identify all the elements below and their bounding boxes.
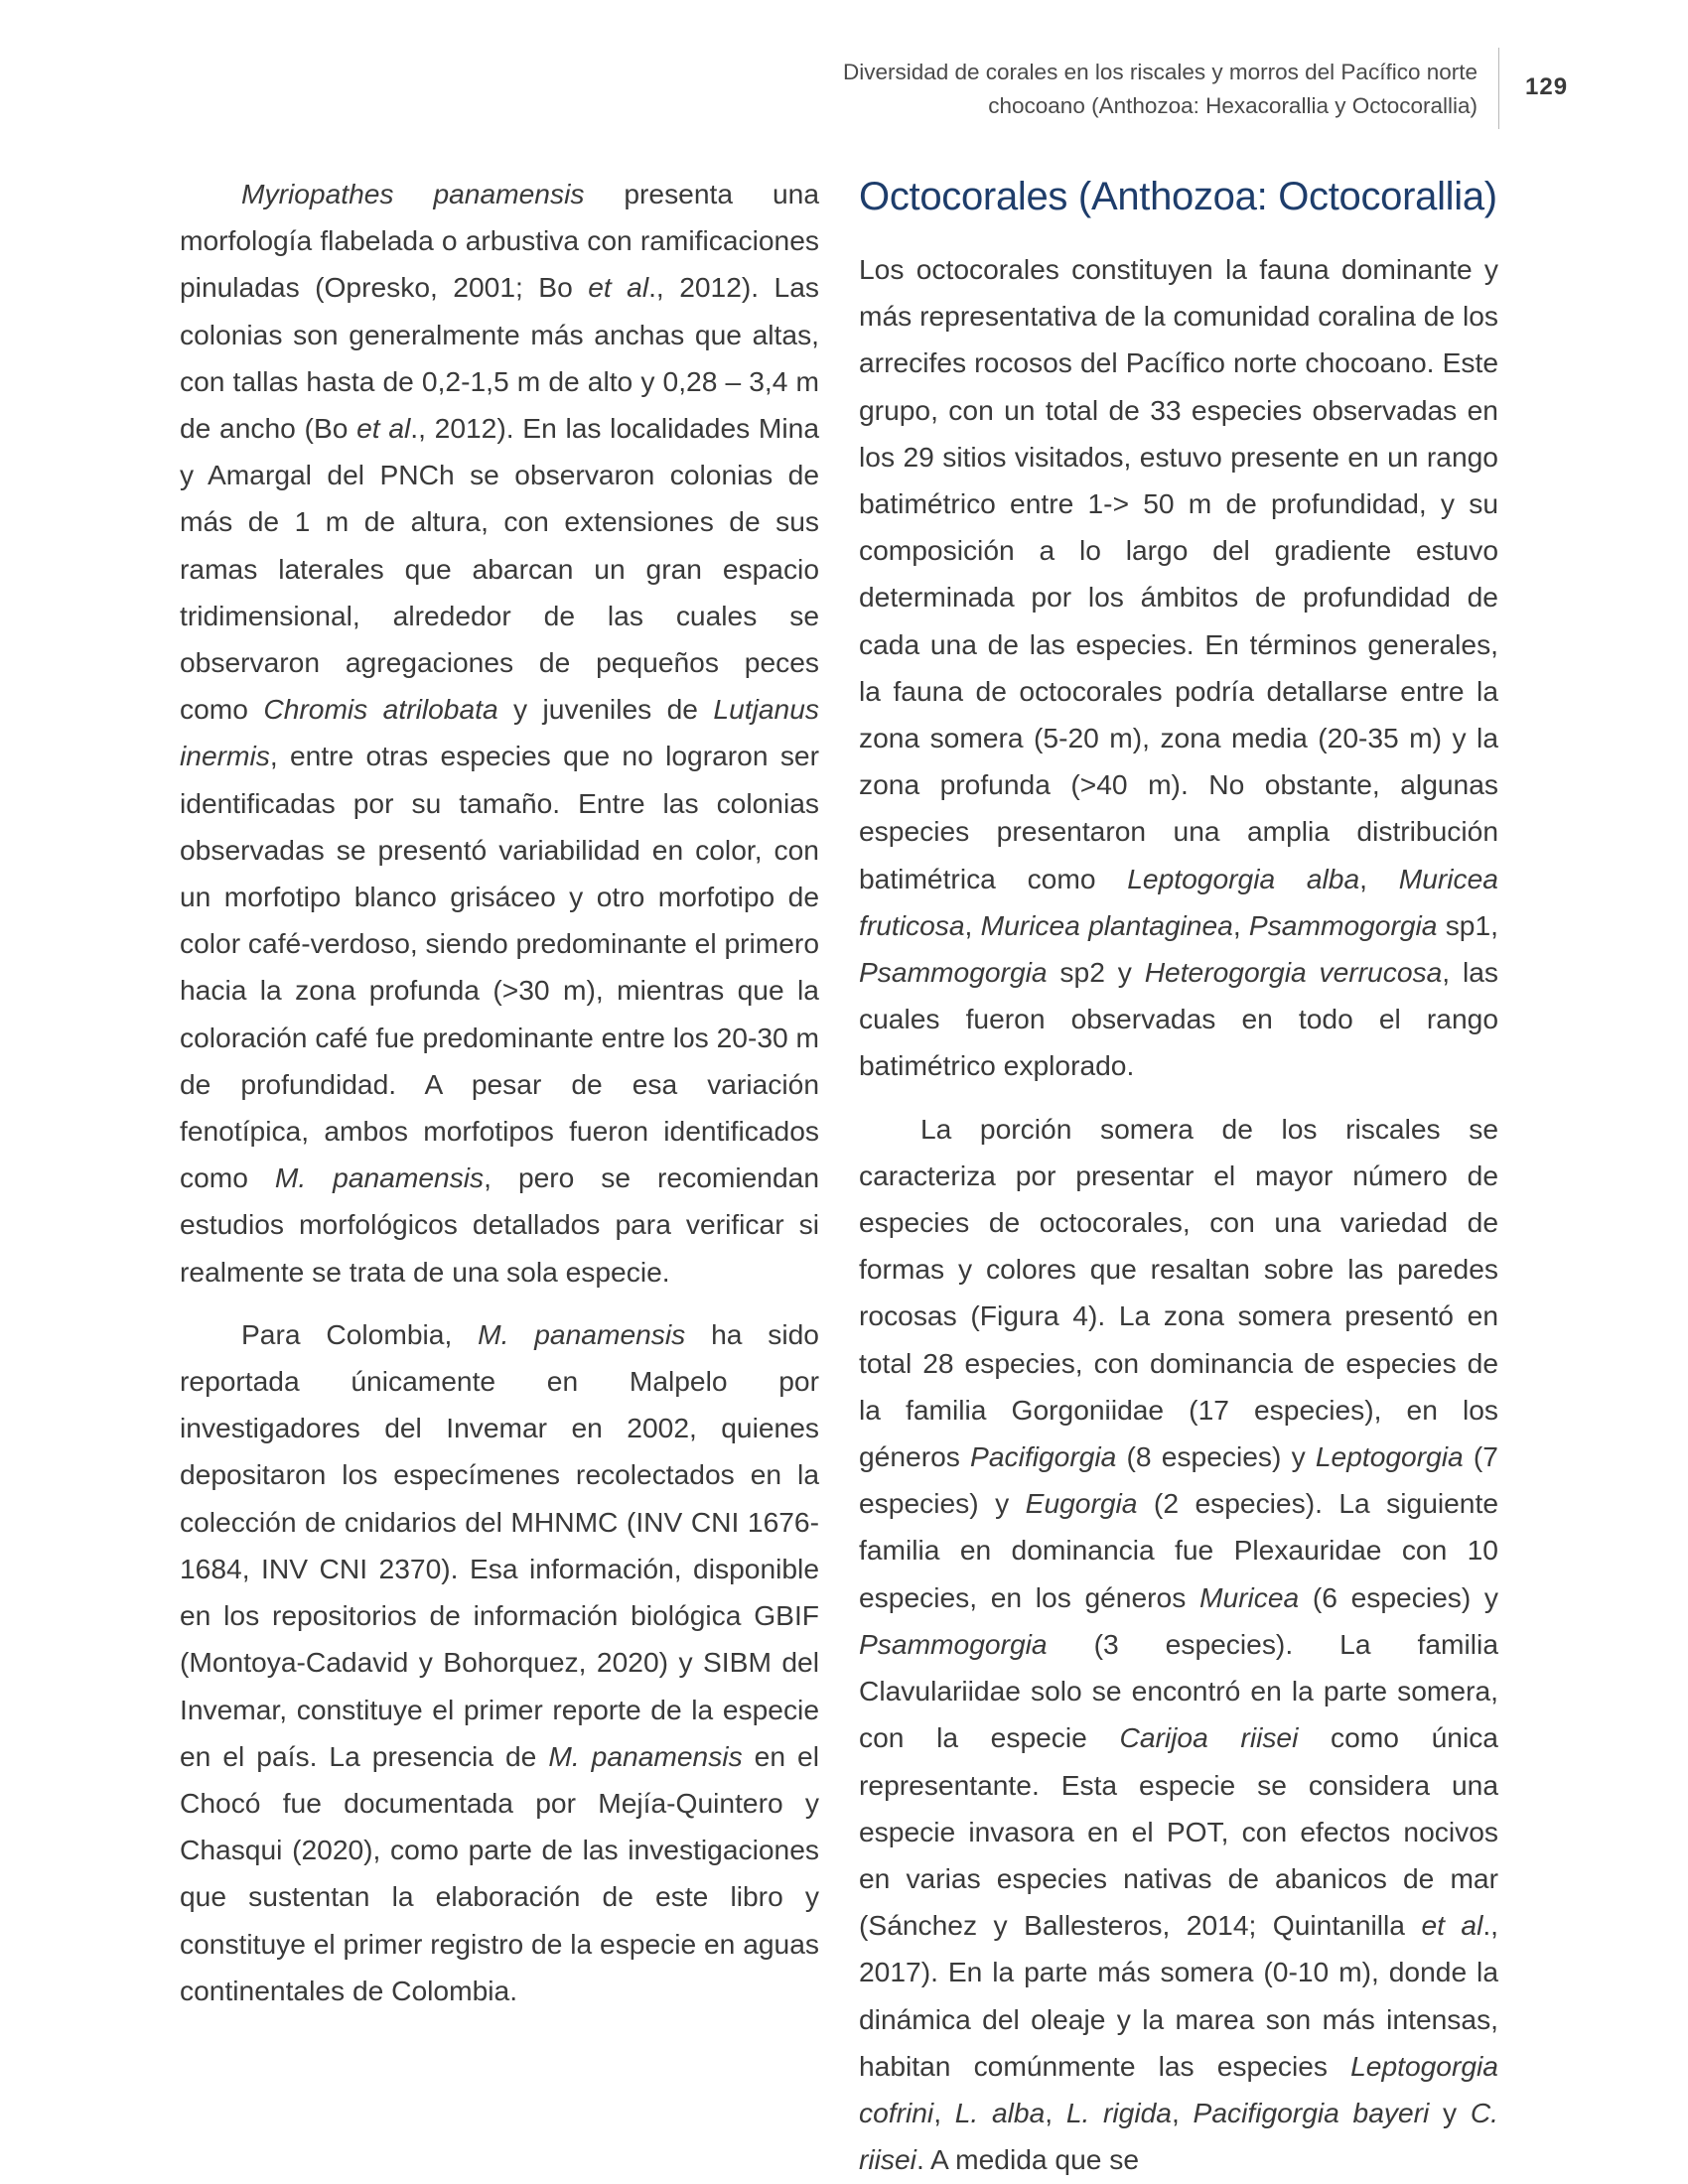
text-run: , pero se recomiendan estudios morfológicos detallados para verificar si realmente se trata de una sola especie. [180, 1161, 819, 1288]
text-run: (2 especies). La siguiente familia en dominancia fue Plexauridae con 10 especies, en los géneros [859, 1487, 1498, 1613]
text-run: sp1, [1437, 908, 1498, 941]
italic-text-run: et al [356, 412, 411, 445]
text-run: y juveniles de [497, 693, 714, 726]
italic-text-run: Carijoa riisei [1119, 1721, 1299, 1754]
text-run: como única representante. Esta especie se considera una especie invasora en el POT, con efectos nocivos en varias especies nativas de abanicos de mar (Sánchez y Ballesteros, 2014; Quintanilla [859, 1721, 1498, 1942]
running-title-line-1: Diversidad de corales en los riscales y morros del Pacífico norte [842, 60, 1477, 84]
italic-text-run: et al [1421, 1909, 1483, 1942]
italic-text-run: Muricea fruticosa [859, 862, 1498, 941]
italic-text-run: Muricea plantaginea [980, 908, 1233, 941]
text-run: , [1171, 2096, 1194, 2128]
running-head [584, 56, 1477, 123]
body-paragraph [859, 246, 1498, 1090]
italic-text-run: Muricea [1198, 1580, 1300, 1613]
italic-text-run: L. alba [954, 2096, 1046, 2128]
text-run: presenta una morfología flabelada o arbustiva con ramificaciones pinuladas (Opresko, 2001; Bo [180, 178, 819, 304]
text-run: Los octocorales constituyen la fauna dominante y más representativa de la comunidad coralina de los arrecifes rocosos del Pacífico norte chocoano. Este grupo, con un total de 33 especies observadas en los 29 sitios visitados, estuvo presente en un rango batimétrico entre 1-> 50 m de profundidad, y su composición a lo largo del gradiente estuvo determinada por los ámbitos de profundidad de cada una de las especies. En términos generales, la fauna de octocorales podría detallarse entre la zona somera (5-20 m), zona media (20-35 m) y la zona profunda (>40 m). No obstante, algunas especies presentaron una amplia distribución batimétrica como [859, 253, 1498, 894]
text-run: , [933, 2096, 955, 2128]
text-run: (3 especies). La familia Clavulariidae solo se encontró en la parte somera, con la especie [859, 1627, 1498, 1754]
italic-text-run: Psammogorgia [859, 1627, 1048, 1660]
italic-text-run: Psammogorgia [1248, 908, 1438, 941]
text-run: ha sido reportada únicamente en Malpelo por investigadores del Invemar en 2002, quienes depositaron los especímenes recolectados en la colección de cnidarios del MHNMC (INV CNI 1676-1684, INV CNI 2370). Esa información, disponible en los repositorios de información biológica GBIF (Montoya-Cadavid y Bohorquez, 2020) y SIBM del Invemar, constituye el primer reporte de la especie en el país. La presencia de [180, 1317, 819, 1772]
text-run: ., 2012). En las localidades Mina y Amargal del PNCh se observaron colonias de más de 1 m de altura, con extensiones de sus ramas laterales que abarcan un gran espacio tridimensional, alrededor de las cuales se observaron agregaciones de pequeños peces como [180, 412, 820, 726]
text-run: (7 especies) y [859, 1440, 1498, 1520]
text-run: . A medida que se [915, 2143, 1140, 2176]
right-column [859, 171, 1498, 2183]
italic-text-run: M. panamensis [478, 1317, 686, 1350]
italic-text-run: Pacifigorgia [970, 1440, 1117, 1473]
text-run: La porción somera de los riscales se caracteriza por presentar el mayor número de especies de octocorales, con una variedad de formas y colores que resaltan sobre las paredes rocosas (Figura 4). La zona somera presentó en total 28 especies, con dominancia de especies de la familia Gorgoniidae (17 especies), en los géneros [859, 1112, 1498, 1473]
body-paragraph [180, 1311, 819, 2014]
text-run: , [964, 908, 981, 941]
text-run: , entre otras especies que no lograron ser identificadas por su tamaño. Entre las colonias observadas se presentó variabilidad en color, con un morfotipo blanco grisáceo y otro morfotipo de color café-verdoso, siendo predominante el primero hacia la zona profunda (>30 m), mientras que la coloración café fue predominante entre los 20-30 m de profundidad. A pesar de esa variación fenotípica, ambos morfotipos fueron identificados como [180, 740, 819, 1194]
italic-text-run: Myriopathes panamensis [241, 178, 585, 209]
left-column [180, 171, 819, 2014]
text-run: , [1232, 908, 1249, 941]
running-title-line-2: chocoano (Anthozoa: Hexacorallia y Octocorallia) [988, 93, 1477, 118]
text-run: (6 especies) y [1299, 1580, 1498, 1613]
italic-text-run: Eugorgia [1025, 1487, 1138, 1520]
italic-text-run: et al [588, 271, 649, 304]
header-divider [1498, 48, 1499, 129]
italic-text-run: Leptogorgia [1315, 1440, 1464, 1473]
italic-text-run: M. panamensis [274, 1161, 485, 1194]
italic-text-run: Leptogorgia cofrini [859, 2049, 1498, 2128]
italic-text-run: Lutjanus inermis [180, 693, 819, 772]
italic-text-run: L. rigida [1065, 2096, 1172, 2128]
italic-text-run: Heterogorgia verrucosa [1144, 956, 1443, 989]
italic-text-run: Pacifigorgia bayeri [1193, 2096, 1430, 2128]
text-run: ., 2017). En la parte más somera (0-10 m), donde la dinámica del oleaje y la marea son más intensas, habitan comúnmente las especies [859, 1909, 1499, 2082]
body-paragraph [180, 171, 819, 1296]
text-run: Para Colombia, [241, 1317, 479, 1350]
italic-text-run: C. riisei [859, 2096, 1498, 2176]
text-run: , las cuales fueron observadas en todo el rango batimétrico explorado. [859, 956, 1498, 1082]
italic-text-run: M. panamensis [548, 1739, 743, 1772]
italic-text-run: Leptogorgia alba [1127, 862, 1360, 894]
text-run: sp2 y [1047, 956, 1145, 989]
body-paragraph [859, 1106, 1498, 2184]
italic-text-run: Chromis atrilobata [263, 693, 498, 726]
italic-text-run: Psammogorgia [859, 956, 1048, 989]
text-run: (8 especies) y [1116, 1440, 1316, 1473]
page-number: 129 [1525, 73, 1569, 100]
section-heading: Octocorales (Anthozoa: Octocorallia) [859, 175, 1497, 218]
text-run: ., 2012). Las colonias son generalmente más anchas que altas, con tallas hasta de 0,2-1,5 m de alto y 0,28 – 3,4 m de ancho (Bo [180, 271, 820, 445]
text-run: en el Chocó fue documentada por Mejía-Quintero y Chasqui (2020), como parte de las investigaciones que sustentan la elaboración de este libro y constituye el primer registro de la especie en aguas continentales de Colombia. [180, 1739, 819, 2006]
text-run: y [1429, 2096, 1471, 2128]
text-run: , [1359, 862, 1399, 894]
text-run: , [1045, 2096, 1066, 2128]
